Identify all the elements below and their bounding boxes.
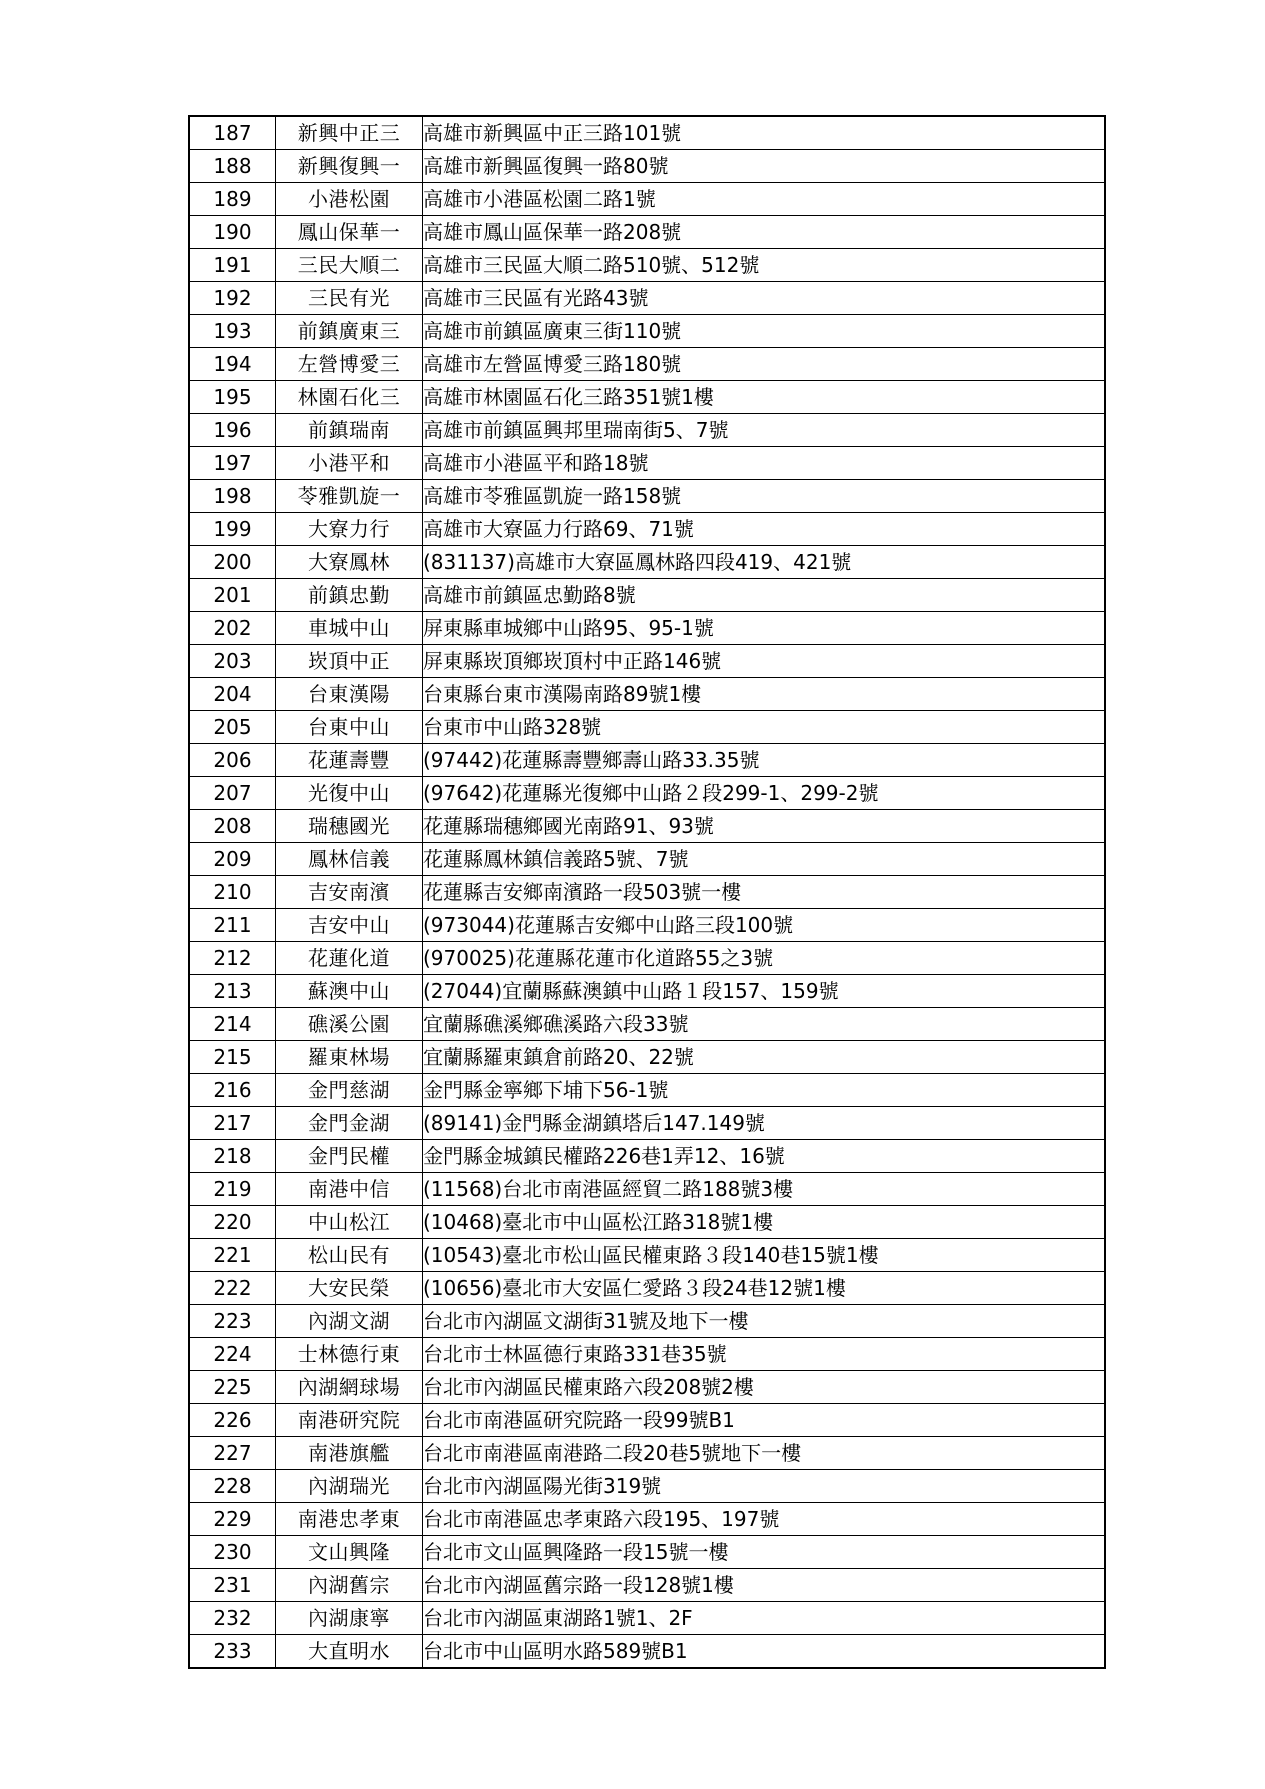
store-name-cell: 台東中山 xyxy=(276,711,423,744)
store-name-cell: 小港松園 xyxy=(276,183,423,216)
address-cell: (831137)高雄市大寮區鳳林路四段419、421號 xyxy=(423,546,1106,579)
row-number-cell: 226 xyxy=(189,1404,276,1437)
address-cell: (89141)金門縣金湖鎮塔后147.149號 xyxy=(423,1107,1106,1140)
row-number-cell: 195 xyxy=(189,381,276,414)
row-number-cell: 228 xyxy=(189,1470,276,1503)
row-number-cell: 220 xyxy=(189,1206,276,1239)
store-name-cell: 瑞穗國光 xyxy=(276,810,423,843)
store-name-cell: 內湖舊宗 xyxy=(276,1569,423,1602)
document-page xyxy=(188,115,1106,1669)
table-row xyxy=(189,678,1105,711)
store-name-cell: 前鎮忠勤 xyxy=(276,579,423,612)
store-name-cell: 內湖康寧 xyxy=(276,1602,423,1635)
store-name-cell: 花蓮化道 xyxy=(276,942,423,975)
store-name-cell: 吉安南濱 xyxy=(276,876,423,909)
table-row xyxy=(189,1173,1105,1206)
store-name-cell: 金門慈湖 xyxy=(276,1074,423,1107)
table-row xyxy=(189,1008,1105,1041)
table-row xyxy=(189,975,1105,1008)
table-row xyxy=(189,1206,1105,1239)
address-cell: 金門縣金城鎮民權路226巷1弄12、16號 xyxy=(423,1140,1106,1173)
row-number-cell: 217 xyxy=(189,1107,276,1140)
row-number-cell: 218 xyxy=(189,1140,276,1173)
store-name-cell: 金門金湖 xyxy=(276,1107,423,1140)
table-row xyxy=(189,1305,1105,1338)
row-number-cell: 231 xyxy=(189,1569,276,1602)
address-cell: 屏東縣崁頂鄉崁頂村中正路146號 xyxy=(423,645,1106,678)
store-name-cell: 礁溪公園 xyxy=(276,1008,423,1041)
address-cell: 台北市南港區南港路二段20巷5號地下一樓 xyxy=(423,1437,1106,1470)
table-row xyxy=(189,1107,1105,1140)
row-number-cell: 199 xyxy=(189,513,276,546)
row-number-cell: 194 xyxy=(189,348,276,381)
row-number-cell: 229 xyxy=(189,1503,276,1536)
address-cell: (97642)花蓮縣光復鄉中山路２段299-1、299-2號 xyxy=(423,777,1106,810)
table-row xyxy=(189,315,1105,348)
row-number-cell: 187 xyxy=(189,116,276,150)
row-number-cell: 189 xyxy=(189,183,276,216)
row-number-cell: 216 xyxy=(189,1074,276,1107)
address-cell: 高雄市小港區松園二路1號 xyxy=(423,183,1106,216)
address-cell: 花蓮縣瑞穗鄉國光南路91、93號 xyxy=(423,810,1106,843)
store-name-cell: 金門民權 xyxy=(276,1140,423,1173)
table-row xyxy=(189,744,1105,777)
store-name-cell: 光復中山 xyxy=(276,777,423,810)
row-number-cell: 205 xyxy=(189,711,276,744)
row-number-cell: 222 xyxy=(189,1272,276,1305)
address-cell: 屏東縣車城鄉中山路95、95-1號 xyxy=(423,612,1106,645)
row-number-cell: 209 xyxy=(189,843,276,876)
store-name-cell: 前鎮廣東三 xyxy=(276,315,423,348)
address-cell: 高雄市前鎮區廣東三街110號 xyxy=(423,315,1106,348)
address-cell: 高雄市三民區有光路43號 xyxy=(423,282,1106,315)
address-cell: (10656)臺北市大安區仁愛路３段24巷12號1樓 xyxy=(423,1272,1106,1305)
table-row xyxy=(189,1602,1105,1635)
address-cell: 高雄市林園區石化三路351號1樓 xyxy=(423,381,1106,414)
address-cell: (970025)花蓮縣花蓮市化道路55之3號 xyxy=(423,942,1106,975)
row-number-cell: 210 xyxy=(189,876,276,909)
table-row xyxy=(189,546,1105,579)
row-number-cell: 197 xyxy=(189,447,276,480)
store-name-cell: 大安民榮 xyxy=(276,1272,423,1305)
row-number-cell: 211 xyxy=(189,909,276,942)
table-row xyxy=(189,183,1105,216)
table-row xyxy=(189,645,1105,678)
table-row xyxy=(189,876,1105,909)
table-row xyxy=(189,612,1105,645)
store-name-cell: 林園石化三 xyxy=(276,381,423,414)
row-number-cell: 213 xyxy=(189,975,276,1008)
table-row xyxy=(189,216,1105,249)
table-row xyxy=(189,513,1105,546)
address-cell: 高雄市前鎮區興邦里瑞南街5、7號 xyxy=(423,414,1106,447)
store-name-cell: 羅東林場 xyxy=(276,1041,423,1074)
store-name-cell: 大直明水 xyxy=(276,1635,423,1669)
table-row xyxy=(189,1140,1105,1173)
address-cell: 台北市內湖區舊宗路一段128號1樓 xyxy=(423,1569,1106,1602)
address-cell: 台北市內湖區陽光街319號 xyxy=(423,1470,1106,1503)
table-row xyxy=(189,1371,1105,1404)
store-name-cell: 松山民有 xyxy=(276,1239,423,1272)
store-name-cell: 內湖網球場 xyxy=(276,1371,423,1404)
address-cell: (11568)台北市南港區經貿二路188號3樓 xyxy=(423,1173,1106,1206)
row-number-cell: 200 xyxy=(189,546,276,579)
table-row xyxy=(189,1239,1105,1272)
store-address-table xyxy=(188,115,1106,1669)
address-cell: (973044)花蓮縣吉安鄉中山路三段100號 xyxy=(423,909,1106,942)
table-row xyxy=(189,942,1105,975)
row-number-cell: 221 xyxy=(189,1239,276,1272)
table-row xyxy=(189,282,1105,315)
store-name-cell: 大寮力行 xyxy=(276,513,423,546)
address-cell: 台北市士林區德行東路331巷35號 xyxy=(423,1338,1106,1371)
table-row xyxy=(189,1536,1105,1569)
store-name-cell: 花蓮壽豐 xyxy=(276,744,423,777)
row-number-cell: 206 xyxy=(189,744,276,777)
table-body xyxy=(189,116,1105,1668)
row-number-cell: 223 xyxy=(189,1305,276,1338)
row-number-cell: 219 xyxy=(189,1173,276,1206)
address-cell: (10468)臺北市中山區松江路318號1樓 xyxy=(423,1206,1106,1239)
address-cell: 宜蘭縣礁溪鄉礁溪路六段33號 xyxy=(423,1008,1106,1041)
table-row xyxy=(189,1041,1105,1074)
table-row xyxy=(189,1503,1105,1536)
row-number-cell: 225 xyxy=(189,1371,276,1404)
row-number-cell: 214 xyxy=(189,1008,276,1041)
table-row xyxy=(189,447,1105,480)
store-name-cell: 內湖瑞光 xyxy=(276,1470,423,1503)
row-number-cell: 190 xyxy=(189,216,276,249)
table-row xyxy=(189,480,1105,513)
row-number-cell: 203 xyxy=(189,645,276,678)
store-name-cell: 內湖文湖 xyxy=(276,1305,423,1338)
store-name-cell: 左營博愛三 xyxy=(276,348,423,381)
address-cell: 台北市南港區忠孝東路六段195、197號 xyxy=(423,1503,1106,1536)
address-cell: 台北市內湖區東湖路1號1、2F xyxy=(423,1602,1106,1635)
store-name-cell: 文山興隆 xyxy=(276,1536,423,1569)
row-number-cell: 191 xyxy=(189,249,276,282)
table-row xyxy=(189,1437,1105,1470)
address-cell: 高雄市新興區復興一路80號 xyxy=(423,150,1106,183)
table-row xyxy=(189,810,1105,843)
store-name-cell: 士林德行東 xyxy=(276,1338,423,1371)
table-row xyxy=(189,1470,1105,1503)
store-name-cell: 三民有光 xyxy=(276,282,423,315)
store-name-cell: 南港旗艦 xyxy=(276,1437,423,1470)
table-row xyxy=(189,414,1105,447)
row-number-cell: 188 xyxy=(189,150,276,183)
row-number-cell: 196 xyxy=(189,414,276,447)
table-row xyxy=(189,1272,1105,1305)
address-cell: 高雄市鳳山區保華一路208號 xyxy=(423,216,1106,249)
row-number-cell: 230 xyxy=(189,1536,276,1569)
store-name-cell: 小港平和 xyxy=(276,447,423,480)
address-cell: 台北市中山區明水路589號B1 xyxy=(423,1635,1106,1669)
row-number-cell: 208 xyxy=(189,810,276,843)
address-cell: 宜蘭縣羅東鎮倉前路20、22號 xyxy=(423,1041,1106,1074)
address-cell: (10543)臺北市松山區民權東路３段140巷15號1樓 xyxy=(423,1239,1106,1272)
address-cell: 台東縣台東市漢陽南路89號1樓 xyxy=(423,678,1106,711)
store-name-cell: 大寮鳳林 xyxy=(276,546,423,579)
row-number-cell: 207 xyxy=(189,777,276,810)
store-name-cell: 新興復興一 xyxy=(276,150,423,183)
row-number-cell: 193 xyxy=(189,315,276,348)
address-cell: 台北市內湖區民權東路六段208號2樓 xyxy=(423,1371,1106,1404)
address-cell: 金門縣金寧鄉下埔下56-1號 xyxy=(423,1074,1106,1107)
table-row xyxy=(189,711,1105,744)
address-cell: 台東市中山路328號 xyxy=(423,711,1106,744)
table-row xyxy=(189,348,1105,381)
address-cell: (97442)花蓮縣壽豐鄉壽山路33.35號 xyxy=(423,744,1106,777)
table-row xyxy=(189,116,1105,150)
store-name-cell: 新興中正三 xyxy=(276,116,423,150)
table-row xyxy=(189,1635,1105,1669)
row-number-cell: 233 xyxy=(189,1635,276,1669)
table-row xyxy=(189,1338,1105,1371)
table-row xyxy=(189,777,1105,810)
store-name-cell: 鳳山保華一 xyxy=(276,216,423,249)
store-name-cell: 南港研究院 xyxy=(276,1404,423,1437)
store-name-cell: 苓雅凱旋一 xyxy=(276,480,423,513)
table-row xyxy=(189,381,1105,414)
store-name-cell: 南港中信 xyxy=(276,1173,423,1206)
store-name-cell: 蘇澳中山 xyxy=(276,975,423,1008)
address-cell: 台北市文山區興隆路一段15號一樓 xyxy=(423,1536,1106,1569)
address-cell: 台北市內湖區文湖街31號及地下一樓 xyxy=(423,1305,1106,1338)
address-cell: 高雄市前鎮區忠勤路8號 xyxy=(423,579,1106,612)
address-cell: 花蓮縣吉安鄉南濱路一段503號一樓 xyxy=(423,876,1106,909)
address-cell: (27044)宜蘭縣蘇澳鎮中山路１段157、159號 xyxy=(423,975,1106,1008)
row-number-cell: 224 xyxy=(189,1338,276,1371)
address-cell: 台北市南港區研究院路一段99號B1 xyxy=(423,1404,1106,1437)
table-row xyxy=(189,150,1105,183)
store-name-cell: 車城中山 xyxy=(276,612,423,645)
table-row xyxy=(189,843,1105,876)
table-row xyxy=(189,249,1105,282)
row-number-cell: 212 xyxy=(189,942,276,975)
store-name-cell: 前鎮瑞南 xyxy=(276,414,423,447)
store-name-cell: 台東漢陽 xyxy=(276,678,423,711)
row-number-cell: 201 xyxy=(189,579,276,612)
address-cell: 高雄市左營區博愛三路180號 xyxy=(423,348,1106,381)
address-cell: 花蓮縣鳳林鎮信義路5號、7號 xyxy=(423,843,1106,876)
table-row xyxy=(189,909,1105,942)
row-number-cell: 232 xyxy=(189,1602,276,1635)
table-row xyxy=(189,1569,1105,1602)
table-row xyxy=(189,1074,1105,1107)
row-number-cell: 215 xyxy=(189,1041,276,1074)
table-row xyxy=(189,579,1105,612)
store-name-cell: 三民大順二 xyxy=(276,249,423,282)
address-cell: 高雄市小港區平和路18號 xyxy=(423,447,1106,480)
row-number-cell: 204 xyxy=(189,678,276,711)
row-number-cell: 227 xyxy=(189,1437,276,1470)
address-cell: 高雄市苓雅區凱旋一路158號 xyxy=(423,480,1106,513)
table-row xyxy=(189,1404,1105,1437)
address-cell: 高雄市三民區大順二路510號、512號 xyxy=(423,249,1106,282)
store-name-cell: 鳳林信義 xyxy=(276,843,423,876)
store-name-cell: 南港忠孝東 xyxy=(276,1503,423,1536)
row-number-cell: 198 xyxy=(189,480,276,513)
store-name-cell: 中山松江 xyxy=(276,1206,423,1239)
address-cell: 高雄市新興區中正三路101號 xyxy=(423,116,1106,150)
store-name-cell: 崁頂中正 xyxy=(276,645,423,678)
row-number-cell: 192 xyxy=(189,282,276,315)
row-number-cell: 202 xyxy=(189,612,276,645)
address-cell: 高雄市大寮區力行路69、71號 xyxy=(423,513,1106,546)
store-name-cell: 吉安中山 xyxy=(276,909,423,942)
